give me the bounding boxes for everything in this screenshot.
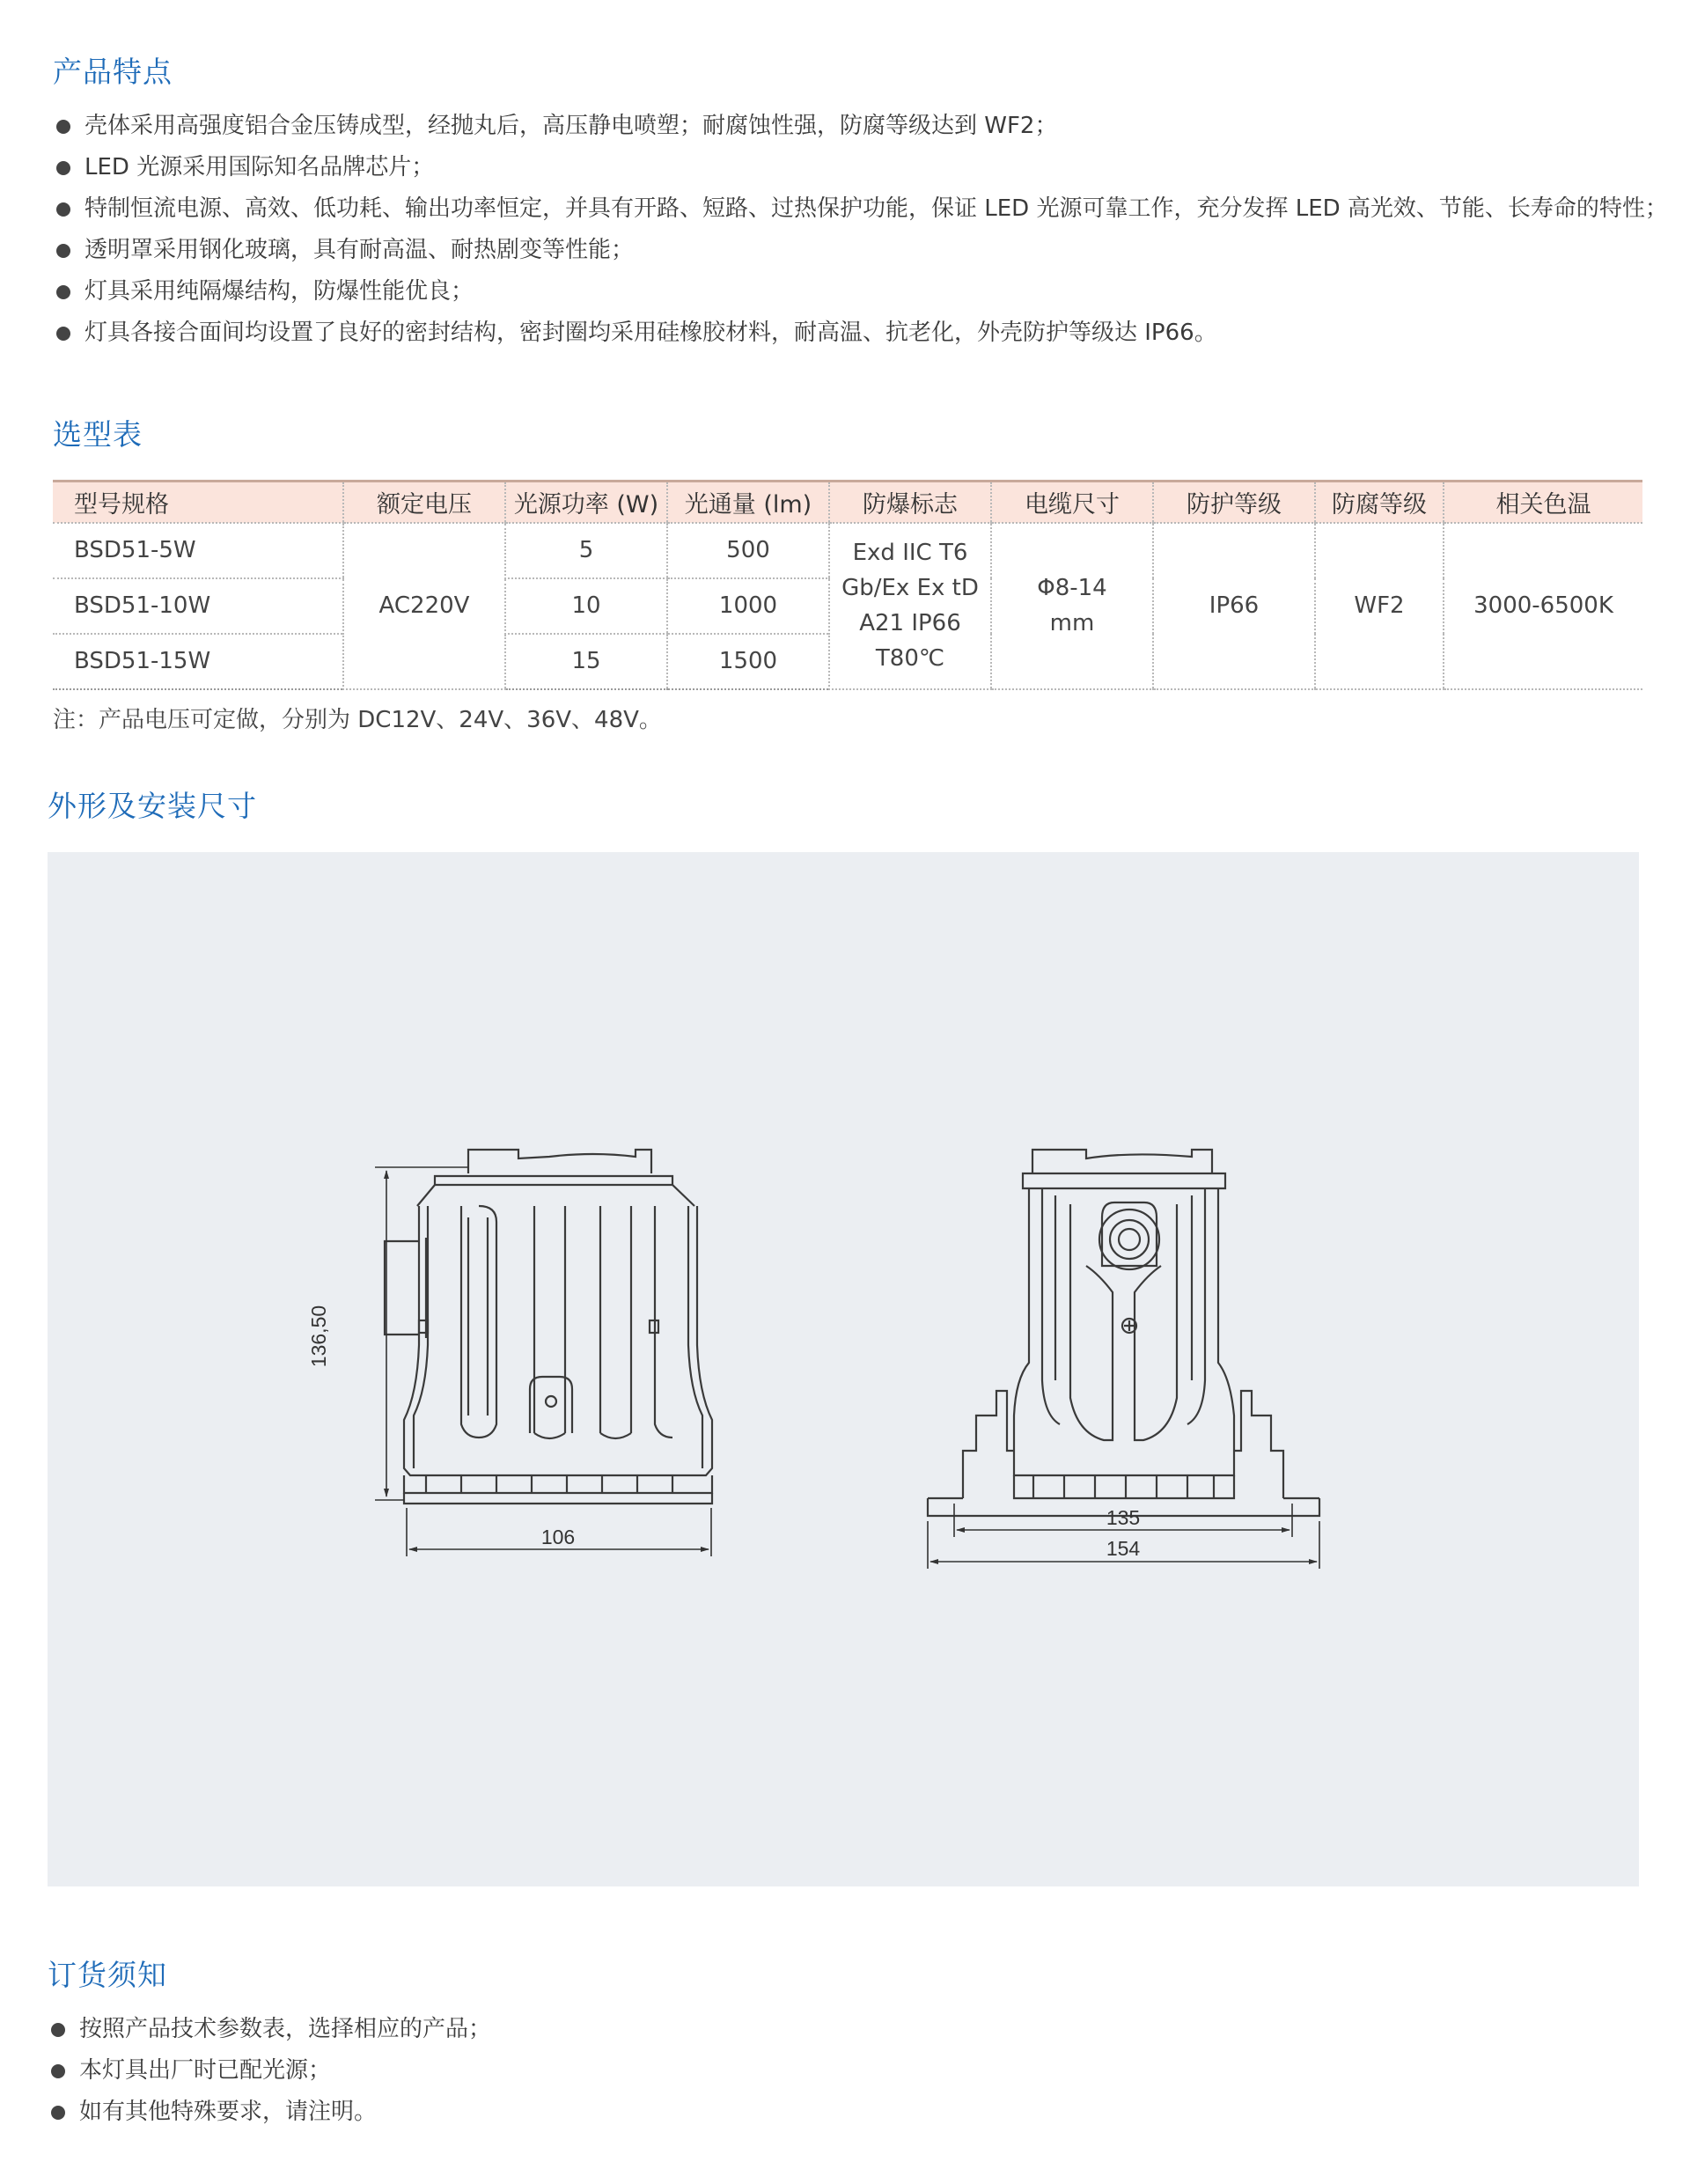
list-item: 特制恒流电源、高效、低功耗、输出功率恒定，并具有开路、短路、过热保护功能，保证 LED 光源可靠工作，充分发挥 LED 高光效、节能、长寿命的特性； xyxy=(55,188,1668,230)
bullet-dot-icon xyxy=(51,2064,65,2078)
selection-title: 选型表 xyxy=(53,417,143,452)
table-note: 注：产品电压可定做，分别为 DC12V、24V、36V、48V。 xyxy=(53,707,662,733)
cell-flux: 1500 xyxy=(667,634,829,689)
features-list xyxy=(55,106,1668,354)
cell-cct: 3000-6500K xyxy=(1444,523,1642,689)
cell-wf: WF2 xyxy=(1315,523,1444,689)
col-header-wf: 防腐等级 xyxy=(1315,482,1444,523)
side-width-label: 106 xyxy=(540,1526,576,1548)
cell-cable: Φ8-14 mm xyxy=(991,523,1153,689)
cell-ip: IP66 xyxy=(1153,523,1315,689)
features-title: 产品特点 xyxy=(53,55,173,89)
height-dimension-label: 136,50 xyxy=(307,1305,330,1368)
cell-power: 5 xyxy=(505,523,667,578)
bullet-dot-icon xyxy=(56,327,70,341)
front-inner-width-label: 135 xyxy=(1106,1506,1141,1529)
front-outer-width-label: 154 xyxy=(1106,1537,1141,1560)
cell-ex-mark: Exd IIC T6 Gb/Ex Ex tD A21 IP66 T80℃ xyxy=(829,523,991,689)
list-item: 如有其他特殊要求，请注明。 xyxy=(49,2092,491,2133)
bullet-dot-icon xyxy=(56,285,70,299)
table-header-row xyxy=(53,482,1642,523)
col-header-voltage: 额定电压 xyxy=(343,482,505,523)
col-header-model: 型号规格 xyxy=(53,482,343,523)
col-header-power: 光源功率 (W) xyxy=(505,482,667,523)
col-header-ex-mark: 防爆标志 xyxy=(829,482,991,523)
ordering-title: 订货须知 xyxy=(48,1958,167,1992)
table-row xyxy=(53,523,1642,578)
list-item: LED 光源采用国际知名品牌芯片； xyxy=(55,147,1668,188)
cell-power: 15 xyxy=(505,634,667,689)
col-header-ip: 防护等级 xyxy=(1153,482,1315,523)
bullet-dot-icon xyxy=(56,202,70,217)
list-item: 透明罩采用钢化玻璃，具有耐高温、耐热剧变等性能； xyxy=(55,230,1668,271)
list-item: 按照产品技术参数表，选择相应的产品； xyxy=(49,2009,491,2050)
bullet-dot-icon xyxy=(51,2106,65,2120)
list-item: 壳体采用高强度铝合金压铸成型，经抛丸后，高压静电喷塑；耐腐蚀性强，防腐等级达到 WF2； xyxy=(55,106,1668,147)
cell-flux: 500 xyxy=(667,523,829,578)
col-header-flux: 光通量 (lm) xyxy=(667,482,829,523)
dimension-drawing-svg xyxy=(48,852,1639,1886)
list-item: 本灯具出厂时已配光源； xyxy=(49,2050,491,2092)
front-view-outline xyxy=(928,1150,1319,1516)
bullet-dot-icon xyxy=(56,120,70,134)
dimension-drawing xyxy=(48,852,1639,1886)
cell-model: BSD51-10W xyxy=(53,578,343,634)
cell-model: BSD51-15W xyxy=(53,634,343,689)
col-header-cable: 电缆尺寸 xyxy=(991,482,1153,523)
side-view-outline xyxy=(385,1150,712,1504)
ordering-list xyxy=(49,2009,491,2133)
dimensions-title: 外形及安装尺寸 xyxy=(48,789,257,823)
bullet-dot-icon xyxy=(56,244,70,258)
cell-voltage: AC220V xyxy=(343,523,505,689)
cell-power: 10 xyxy=(505,578,667,634)
cell-flux: 1000 xyxy=(667,578,829,634)
col-header-cct: 相关色温 xyxy=(1444,482,1642,523)
bullet-dot-icon xyxy=(56,161,70,175)
bullet-dot-icon xyxy=(51,2023,65,2037)
cell-model: BSD51-5W xyxy=(53,523,343,578)
selection-table xyxy=(53,480,1642,690)
list-item: 灯具各接合面间均设置了良好的密封结构，密封圈均采用硅橡胶材料，耐高温、抗老化，外壳防护等级达 IP66。 xyxy=(55,313,1668,354)
list-item: 灯具采用纯隔爆结构，防爆性能优良； xyxy=(55,271,1668,313)
